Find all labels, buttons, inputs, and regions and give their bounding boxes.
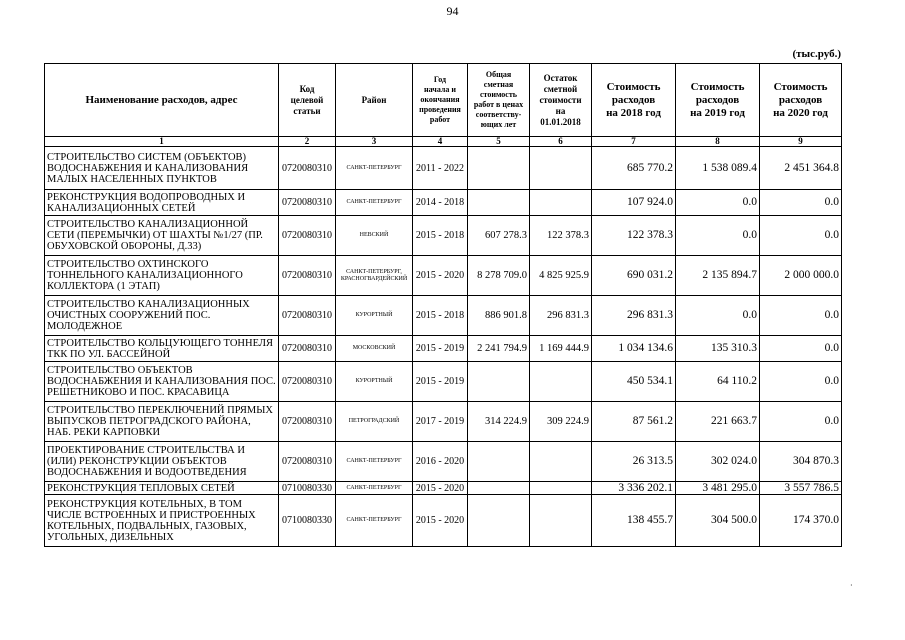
years: 2015 - 2020: [413, 482, 468, 495]
district: САНКТ-ПЕТЕРБУРГ: [336, 147, 413, 190]
cost-2018: 690 031.2: [592, 256, 676, 296]
column-number: 1: [45, 137, 279, 147]
column-number: 7: [592, 137, 676, 147]
total-cost: 2 241 794.9: [468, 336, 530, 362]
cost-2019: 304 500.0: [676, 495, 760, 547]
years: 2011 - 2022: [413, 147, 468, 190]
target-code: 0720080310: [279, 147, 336, 190]
cost-2019: 3 481 295.0: [676, 482, 760, 495]
expense-name: СТРОИТЕЛЬСТВО КОЛЬЦУЮЩЕГО ТОННЕЛЯ ТКК ПО УЛ. БАССЕЙНОЙ: [45, 336, 279, 362]
target-code: 0710080330: [279, 482, 336, 495]
total-cost: [468, 482, 530, 495]
years: 2015 - 2020: [413, 495, 468, 547]
total-cost: [468, 362, 530, 402]
cost-2018: 138 455.7: [592, 495, 676, 547]
header-cost-2020: Стоимость расходов на 2020 год: [760, 64, 842, 137]
remainder: [530, 482, 592, 495]
cost-2019: 0.0: [676, 190, 760, 216]
header-cost-2019: Стоимость расходов на 2019 год: [676, 64, 760, 137]
header-cost-2018: Стоимость расходов на 2018 год: [592, 64, 676, 137]
district: САНКТ-ПЕТЕРБУРГ, КРАСНОГВАРДЕЙСКИЙ: [336, 256, 413, 296]
header-total-cost: Общая сметная стоимость работ в ценах соответству- ющих лет: [468, 64, 530, 137]
expense-name: СТРОИТЕЛЬСТВО ОХТИНСКОГО ТОННЕЛЬНОГО КАНАЛИЗАЦИОННОГО КОЛЛЕКТОРА (1 ЭТАП): [45, 256, 279, 296]
total-cost: [468, 147, 530, 190]
page-number: 94: [446, 4, 459, 18]
table-row: [45, 482, 842, 495]
district: КУРОРТНЫЙ: [336, 362, 413, 402]
cost-2019: 0.0: [676, 216, 760, 256]
column-number: 3: [336, 137, 413, 147]
column-number: 4: [413, 137, 468, 147]
target-code: 0720080310: [279, 190, 336, 216]
district: МОСКОВСКИЙ: [336, 336, 413, 362]
district: САНКТ-ПЕТЕРБУРГ: [336, 482, 413, 495]
total-cost: 607 278.3: [468, 216, 530, 256]
table-row: [45, 362, 842, 402]
target-code: 0720080310: [279, 216, 336, 256]
column-number-row: [45, 137, 842, 147]
cost-2019: 2 135 894.7: [676, 256, 760, 296]
years: 2015 - 2018: [413, 296, 468, 336]
cost-2018: 685 770.2: [592, 147, 676, 190]
remainder: [530, 190, 592, 216]
years: 2015 - 2020: [413, 256, 468, 296]
table-row: [45, 147, 842, 190]
target-code: 0720080310: [279, 362, 336, 402]
target-code: 0720080310: [279, 442, 336, 482]
remainder: [530, 442, 592, 482]
cost-2019: 221 663.7: [676, 402, 760, 442]
cost-2020: 304 870.3: [760, 442, 842, 482]
header-code: Код целевой статьи: [279, 64, 336, 137]
cost-2020: 0.0: [760, 336, 842, 362]
expense-name: СТРОИТЕЛЬСТВО ПЕРЕКЛЮЧЕНИЙ ПРЯМЫХ ВЫПУСКОВ ПЕТРОГРАДСКОГО РАЙОНА, НАБ. РЕКИ КАРПОВКИ: [45, 402, 279, 442]
table-row: [45, 336, 842, 362]
table-row: [45, 256, 842, 296]
header-years: Год начала и окончания проведения работ: [413, 64, 468, 137]
column-number: 5: [468, 137, 530, 147]
units-label: (тыс.руб.): [792, 48, 841, 60]
remainder: 309 224.9: [530, 402, 592, 442]
remainder: [530, 362, 592, 402]
table-row: [45, 296, 842, 336]
cost-2020: 0.0: [760, 296, 842, 336]
total-cost: 8 278 709.0: [468, 256, 530, 296]
years: 2016 - 2020: [413, 442, 468, 482]
cost-2019: 0.0: [676, 296, 760, 336]
district: КУРОРТНЫЙ: [336, 296, 413, 336]
cost-2019: 1 538 089.4: [676, 147, 760, 190]
years: 2017 - 2019: [413, 402, 468, 442]
remainder: 122 378.3: [530, 216, 592, 256]
cost-2018: 450 534.1: [592, 362, 676, 402]
column-number: 6: [530, 137, 592, 147]
stray-mark: ·: [850, 581, 853, 590]
expense-name: СТРОИТЕЛЬСТВО КАНАЛИЗАЦИОННЫХ ОЧИСТНЫХ СООРУЖЕНИЙ ПОС. МОЛОДЕЖНОЕ: [45, 296, 279, 336]
total-cost: [468, 495, 530, 547]
target-code: 0720080310: [279, 256, 336, 296]
cost-2018: 296 831.3: [592, 296, 676, 336]
expense-name: СТРОИТЕЛЬСТВО КАНАЛИЗАЦИОННОЙ СЕТИ (ПЕРЕМЫЧКИ) ОТ ШАХТЫ №1/27 (ПР. ОБУХОВСКОЙ ОБОРОНЫ, Д.33): [45, 216, 279, 256]
cost-2020: 2 451 364.8: [760, 147, 842, 190]
district: САНКТ-ПЕТЕРБУРГ: [336, 190, 413, 216]
target-code: 0720080310: [279, 402, 336, 442]
cost-2020: 0.0: [760, 362, 842, 402]
remainder: [530, 147, 592, 190]
district: САНКТ-ПЕТЕРБУРГ: [336, 495, 413, 547]
expense-name: РЕКОНСТРУКЦИЯ КОТЕЛЬНЫХ, В ТОМ ЧИСЛЕ ВСТРОЕННЫХ И ПРИСТРОЕННЫХ КОТЕЛЬНЫХ, ПОДВАЛЬНЫХ, ГАЗОВЫХ, УГОЛЬНЫХ, ДИЗЕЛЬНЫХ: [45, 495, 279, 547]
expense-name: РЕКОНСТРУКЦИЯ ТЕПЛОВЫХ СЕТЕЙ: [45, 482, 279, 495]
cost-2020: 0.0: [760, 190, 842, 216]
cost-2018: 1 034 134.6: [592, 336, 676, 362]
years: 2015 - 2019: [413, 362, 468, 402]
remainder: 1 169 444.9: [530, 336, 592, 362]
header-row: [45, 64, 842, 137]
cost-2019: 135 310.3: [676, 336, 760, 362]
table-row: [45, 190, 842, 216]
column-number: 2: [279, 137, 336, 147]
table-row: [45, 402, 842, 442]
cost-2020: 3 557 786.5: [760, 482, 842, 495]
target-code: 0720080310: [279, 336, 336, 362]
total-cost: 314 224.9: [468, 402, 530, 442]
total-cost: 886 901.8: [468, 296, 530, 336]
cost-2018: 122 378.3: [592, 216, 676, 256]
years: 2015 - 2018: [413, 216, 468, 256]
years: 2014 - 2018: [413, 190, 468, 216]
cost-2018: 107 924.0: [592, 190, 676, 216]
remainder: [530, 495, 592, 547]
header-district: Район: [336, 64, 413, 137]
total-cost: [468, 190, 530, 216]
cost-2020: 0.0: [760, 216, 842, 256]
column-number: 9: [760, 137, 842, 147]
expense-name: СТРОИТЕЛЬСТВО СИСТЕМ (ОБЪЕКТОВ) ВОДОСНАБЖЕНИЯ И КАНАЛИЗОВАНИЯ МАЛЫХ НАСЕЛЕННЫХ ПУНКТОВ: [45, 147, 279, 190]
expense-name: СТРОИТЕЛЬСТВО ОБЪЕКТОВ ВОДОСНАБЖЕНИЯ И КАНАЛИЗОВАНИЯ ПОС. РЕШЕТНИКОВО И ПОС. КРАСАВИЦА: [45, 362, 279, 402]
cost-2019: 64 110.2: [676, 362, 760, 402]
remainder: 4 825 925.9: [530, 256, 592, 296]
cost-2018: 26 313.5: [592, 442, 676, 482]
cost-2018: 87 561.2: [592, 402, 676, 442]
table-row: [45, 442, 842, 482]
district: НЕВСКИЙ: [336, 216, 413, 256]
cost-2020: 0.0: [760, 402, 842, 442]
cost-2019: 302 024.0: [676, 442, 760, 482]
table-row: [45, 216, 842, 256]
remainder: 296 831.3: [530, 296, 592, 336]
expense-name: ПРОЕКТИРОВАНИЕ СТРОИТЕЛЬСТВА И (ИЛИ) РЕКОНСТРУКЦИИ ОБЪЕКТОВ ВОДОСНАБЖЕНИЯ И ВОДООТВЕДЕНИЯ: [45, 442, 279, 482]
target-code: 0710080330: [279, 495, 336, 547]
cost-2020: 2 000 000.0: [760, 256, 842, 296]
column-number: 8: [676, 137, 760, 147]
cost-2020: 174 370.0: [760, 495, 842, 547]
target-code: 0720080310: [279, 296, 336, 336]
table-row: [45, 495, 842, 547]
expenses-table: [44, 63, 842, 547]
header-name: Наименование расходов, адрес: [45, 64, 279, 137]
cost-2018: 3 336 202.1: [592, 482, 676, 495]
expense-name: РЕКОНСТРУКЦИЯ ВОДОПРОВОДНЫХ И КАНАЛИЗАЦИОННЫХ СЕТЕЙ: [45, 190, 279, 216]
header-remainder: Остаток сметной стоимости на 01.01.2018: [530, 64, 592, 137]
years: 2015 - 2019: [413, 336, 468, 362]
total-cost: [468, 442, 530, 482]
district: САНКТ-ПЕТЕРБУРГ: [336, 442, 413, 482]
district: ПЕТРОГРАДСКИЙ: [336, 402, 413, 442]
